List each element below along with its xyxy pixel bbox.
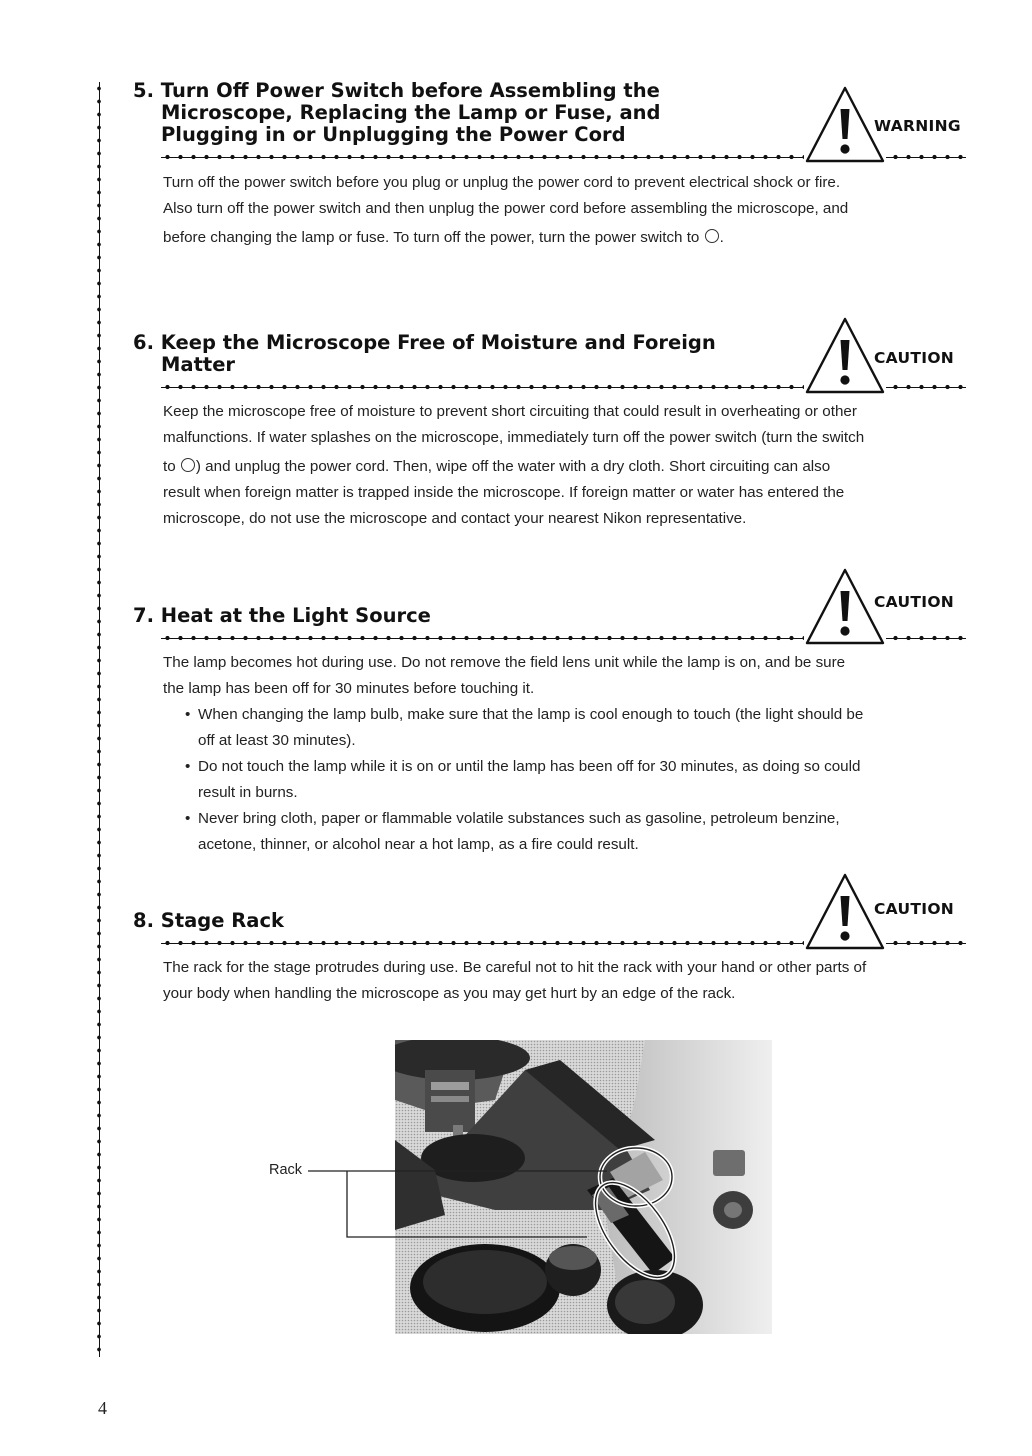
section-body: The lamp becomes hot during use. Do not remove the field lens unit while the lamp is on, and be sure the lamp has been off for 30 minutes before touching it. bbox=[163, 654, 846, 697]
heading-line: Turn Off Power Switch before Assembling the bbox=[160, 79, 660, 102]
left-margin-rule bbox=[96, 82, 102, 1357]
section-heading: 7. Heat at the Light Source bbox=[133, 604, 431, 627]
caution-label: CAUTION bbox=[874, 349, 955, 367]
list-item: • When changing the lamp bulb, make sure that the lamp is cool enough to touch (the light should be off at least 30 minutes). bbox=[185, 702, 975, 754]
heading-line: Stage Rack bbox=[160, 909, 284, 932]
section-body: Keep the microscope free of moisture to prevent short circuiting that could result in overheating or other malfunctions. If water splashes on the microscope, immediately turn off the power switch (turn the switch to ) and unplug the power cord. Then, wipe off the water with a dry cloth. Short circuiting can also result when foreign matter is trapped inside the microscope. If foreign matter or water has entered the microscope, do not use the microscope and contact your nearest Nikon representative. bbox=[163, 403, 865, 527]
list-item: • Do not touch the lamp while it is on or until the lamp has been off for 30 minutes, as doing so could result in burns. bbox=[185, 754, 975, 806]
caution-label: CAUTION bbox=[874, 900, 955, 918]
circle-off-symbol-icon bbox=[705, 229, 719, 243]
circle-off-symbol-icon bbox=[181, 458, 195, 472]
section-body: The rack for the stage protrudes during use. Be careful not to hit the rack with your hand or other parts of your body when handling the microscope as you may get hurt by an edge of the rack. bbox=[163, 959, 867, 1002]
page-number: 4 bbox=[98, 1398, 107, 1418]
caution-label: CAUTION bbox=[874, 593, 955, 611]
list-item: • Never bring cloth, paper or flammable volatile substances such as gasoline, petroleum benzine, acetone, thinner, or alcohol near a hot lamp, as a fire could result. bbox=[185, 806, 975, 858]
section-heading: 5. Turn Off Power Switch before Assembling the Microscope, Replacing the Lamp or Fuse, and Plugging in or Unplugging the Power Cord bbox=[133, 79, 661, 146]
section-heading: 6. Keep the Microscope Free of Moisture and Foreign Matter bbox=[133, 331, 716, 376]
heading-line: Plugging in or Unplugging the Power Cord bbox=[161, 123, 626, 146]
bullet-list bbox=[185, 702, 975, 858]
section-body: Turn off the power switch before you plug or unplug the power cord to prevent electrical shock or fire. Also turn off the power switch and then unplug the power cord before assembling the microscope, and before changing the lamp or fuse. To turn off the power, turn the power switch to . bbox=[163, 174, 849, 246]
heading-line: Matter bbox=[161, 353, 236, 376]
section-heading: 8. Stage Rack bbox=[133, 909, 284, 932]
rack-callout-label: Rack bbox=[269, 1162, 303, 1178]
rack-callout-lines bbox=[300, 1162, 620, 1257]
heading-line: Microscope, Replacing the Lamp or Fuse, and bbox=[161, 101, 661, 124]
warning-label: WARNING bbox=[874, 117, 961, 135]
heading-line: Keep the Microscope Free of Moisture and Foreign bbox=[160, 331, 716, 354]
heading-line: Heat at the Light Source bbox=[160, 604, 431, 627]
